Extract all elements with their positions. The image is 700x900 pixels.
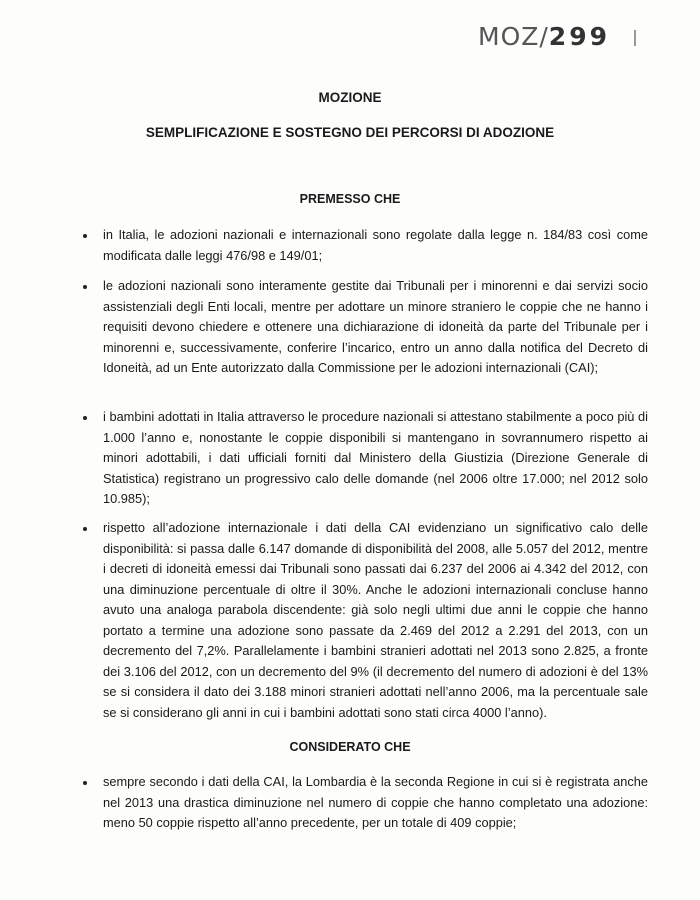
bullet-icon — [83, 234, 87, 238]
premesso-item-text: rispetto all’adozione internazionale i dati della CAI evidenziano un significativo calo delle disponibilità: si passa dalle 6.147 domande di disponibilità del 2008, alle 5.057 del 2012, mentre i decreti di idoneità emessi dai Tribunali sono passati dai 6.237 del 2006 ai 4.342 del 2012, con una diminuzione percentuale di oltre il 30%. Anche le adozioni internazionali concluse hanno avuto una analoga parabola discendente: già solo negli ultimi due anni le coppie che hanno portato a termine una adozione sono passate da 2.469 del 2012 a 2.291 del 2013, con un decremento del 7,2%. Parallelamente i bambini stranieri adottati nel 2013 sono 2.825, a fronte dei 3.106 del 2012, con un decremento del 9% (il decremento del numero di adozioni è del 13% se si considera il dato dei 3.188 minori stranieri adottati nell’anno 2006, ma la percentuale sale se si considerano gli anni in cui i bambini adottati sono stati circa 4000 l’anno). — [103, 520, 648, 720]
premesso-item-text: i bambini adottati in Italia attraverso le procedure nazionali si attestano stabilmente a poco più di 1.000 l’anno e, nonostante le coppie disponibili si mantengano in sovrannumero rispetto ai minori adottabili, i dati ufficiali forniti dal Ministero della Giustizia (Direzione Generale di Statistica) registrano un progressivo calo delle domande (nel 2006 oltre 17.000; nel 2012 solo 10.985); — [103, 409, 648, 506]
document-title: MOZIONE — [318, 90, 382, 105]
bullet-icon — [83, 285, 87, 289]
stamp-mark — [634, 30, 636, 46]
protocol-stamp — [478, 22, 610, 51]
document-subtitle: SEMPLIFICAZIONE E SOSTEGNO DEI PERCORSI DI ADOZIONE — [145, 125, 555, 140]
bullet-icon — [83, 781, 87, 785]
stamp-prefix: MOZ/ — [478, 22, 549, 51]
premesso-item — [88, 407, 648, 510]
premesso-item — [88, 518, 648, 723]
premesso-item — [88, 276, 648, 379]
premesso-heading: PREMESSO CHE — [299, 192, 401, 206]
premesso-item — [88, 225, 648, 266]
considerato-item — [88, 772, 648, 834]
stamp-number: 299 — [548, 22, 610, 51]
considerato-item-text: sempre secondo i dati della CAI, la Lombardia è la seconda Regione in cui si è registrata anche nel 2013 una drastica diminuzione nel numero di coppie che hanno completato una adozione: meno 50 coppie rispetto all’anno precedente, per un totale di 409 coppie; — [103, 774, 648, 830]
bullet-icon — [83, 527, 87, 531]
premesso-item-text: in Italia, le adozioni nazionali e internazionali sono regolate dalla legge n. 184/83 così come modificata dalle leggi 476/98 e 149/01; — [103, 227, 648, 263]
bullet-icon — [83, 416, 87, 420]
premesso-item-text: le adozioni nazionali sono interamente gestite dai Tribunali per i minorenni e dai servizi socio assistenziali degli Enti locali, mentre per adottare un minore straniero le coppie che ne hanno i requisiti devono chiedere e ottenere una dichiarazione di idoneità da parte del Tribunale per i minorenni e, successivamente, conferire l’incarico, entro un anno dalla notifica del Decreto di Idoneità, ad un Ente autorizzato dalla Commissione per le adozioni internazionali (CAI); — [103, 278, 648, 375]
considerato-heading: CONSIDERATO CHE — [289, 740, 411, 754]
